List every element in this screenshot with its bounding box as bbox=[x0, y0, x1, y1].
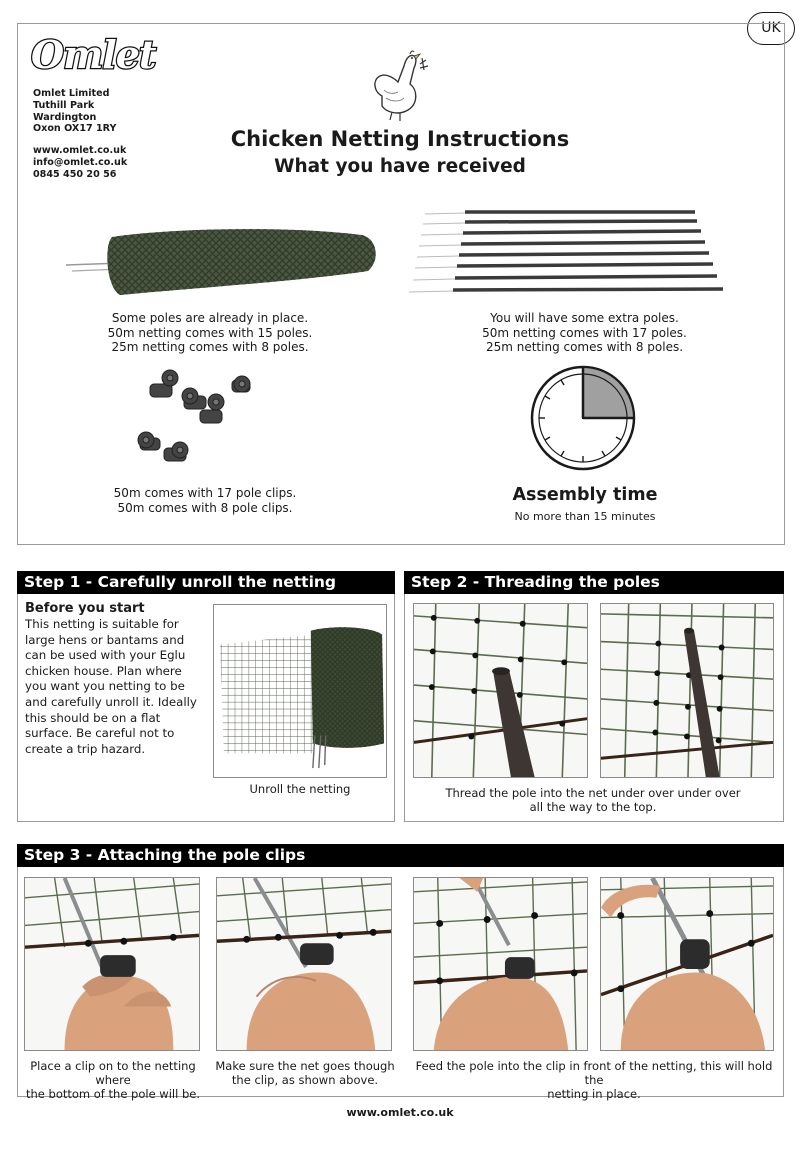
footer-website-link[interactable]: www.omlet.co.uk bbox=[346, 1106, 454, 1119]
assembly-time-title: Assembly time bbox=[512, 485, 658, 505]
unroll-netting-photo bbox=[213, 604, 387, 778]
pole-clips-image bbox=[130, 366, 260, 470]
clock-icon bbox=[528, 363, 638, 473]
before-you-start-title: Before you start bbox=[25, 601, 145, 616]
step3-header: Step 3 - Attaching the pole clips bbox=[17, 844, 784, 867]
email-link[interactable]: info@omlet.co.uk bbox=[33, 157, 128, 168]
region-badge: UK bbox=[747, 12, 795, 45]
clips-caption: 50m comes with 17 pole clips. 50m comes with 8 pole clips. bbox=[113, 486, 297, 515]
clip-photo-1 bbox=[24, 877, 200, 1051]
clip-photo-4 bbox=[600, 877, 774, 1051]
threading-caption: Thread the pole into the net under over under over all the way to the top. bbox=[445, 786, 741, 814]
website-link[interactable]: www.omlet.co.uk bbox=[33, 145, 127, 156]
step3-caption-1: Place a clip on to the netting where the bottom of the pole will be. bbox=[26, 1059, 200, 1101]
before-you-start-text: This netting is suitable for large hens or bantams and can be used with your Eglu chicken house. Plan where you want you netting to be and carefully unroll it. Ideally this should be on a flat surface. Be careful not to create a trip hazard. bbox=[25, 617, 197, 756]
phone-number: 0845 450 20 56 bbox=[33, 169, 117, 180]
company-contact bbox=[33, 145, 127, 181]
thread-pole-photo-1 bbox=[413, 603, 588, 778]
clip-photo-3 bbox=[413, 877, 588, 1051]
thread-pole-photo-2 bbox=[600, 603, 774, 778]
step3-caption-3: Feed the pole into the clip in front of the netting, this will hold the netting in place. bbox=[415, 1059, 773, 1101]
page-title: Chicken Netting Instructions bbox=[230, 127, 570, 151]
chicken-illustration bbox=[364, 46, 434, 124]
step1-header: Step 1 - Carefully unroll the netting bbox=[17, 571, 395, 594]
step3-caption-2: Make sure the net goes though the clip, as shown above. bbox=[215, 1059, 395, 1087]
clip-photo-2 bbox=[216, 877, 392, 1051]
step2-header: Step 2 - Threading the poles bbox=[404, 571, 784, 594]
unroll-caption: Unroll the netting bbox=[249, 782, 351, 796]
omlet-logo: Omlet bbox=[31, 32, 156, 77]
poles-caption: You will have some extra poles. 50m netting comes with 17 poles. 25m netting comes with 8 poles. bbox=[482, 311, 687, 354]
netting-caption: Some poles are already in place. 50m netting comes with 15 poles. 25m netting comes with 8 poles. bbox=[107, 311, 313, 354]
assembly-time-subtitle: No more than 15 minutes bbox=[514, 510, 656, 523]
extra-poles-image bbox=[405, 200, 735, 310]
company-address: Omlet Limited Tuthill Park Wardington Oxon OX17 1RY bbox=[33, 88, 117, 135]
page-subtitle: What you have received bbox=[274, 156, 526, 177]
rolled-netting-image bbox=[62, 215, 382, 303]
